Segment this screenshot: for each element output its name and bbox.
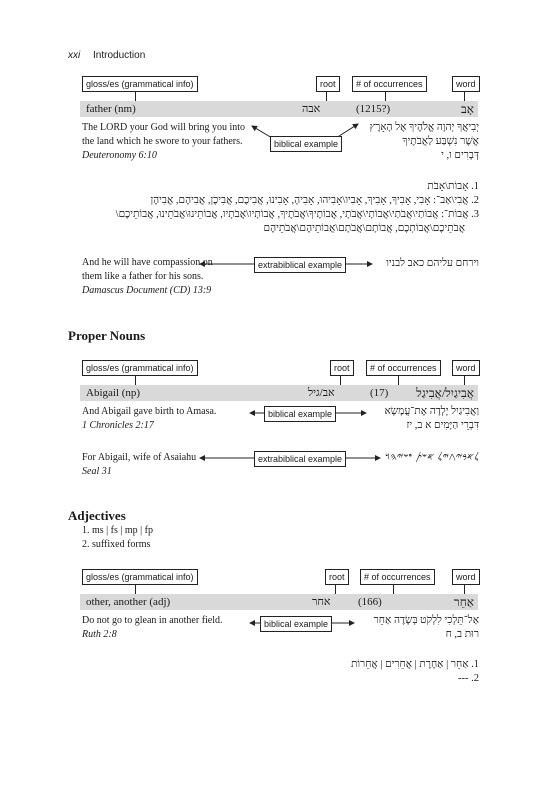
word-label: word [452, 569, 480, 585]
running-title: Introduction [93, 50, 146, 61]
hebrew-example: יְבִיאֲךָ יְהוָה אֱלֹהֶיךָ אֶל הָאָרֶץ אֲשֶׁר נִשְׁבַּע לַאֲבֹתֶיךָ דְּבָרִים ו, י [369, 122, 479, 161]
occurrences-label: # of occurrences [360, 569, 435, 585]
extrabiblical-example-label: extrabiblical example [254, 451, 346, 467]
gloss-text: father (nm) [86, 103, 136, 115]
hebrew-example: אַל־תֵּלְכִי לִלְקֹט בְּשָׂדֶה אַחֵר רוּת ב, ח [373, 615, 479, 640]
list-item: 1. אָבוֹת\אָבֹת [427, 181, 479, 192]
list-item: 2. אֲבִי\אַב־: אָבִי, אָבִיךָ, אָבִיךְ, אָבִיו\אָבִיהוּ, אָבִיהָ, אָבִינוּ, אֲבִיכֶם, אֲבִיכֶן, אֲבִיהֶם, אֲבִיהֶן [150, 195, 479, 206]
biblical-example-label: biblical example [270, 136, 342, 152]
word-label: word [452, 76, 480, 92]
word-label: word [452, 360, 480, 376]
extrabiblical-english: For Abigail, wife of Asaiahu Seal 31 [82, 452, 197, 477]
gloss-label: gloss/es (grammatical info) [82, 569, 198, 585]
occurrences-text: (17) [370, 387, 389, 399]
gloss-text: Abigail (np) [86, 387, 141, 399]
root-label: root [325, 569, 349, 585]
citation: Seal 31 [82, 466, 112, 477]
page-number: xxi [68, 50, 81, 61]
gloss-text: other, another (adj) [86, 596, 171, 608]
root-text: אבה [302, 103, 321, 115]
occurrences-text: (1215?) [356, 103, 391, 115]
word-text: אֲבִיגַיִל/אֲבִיגַל [416, 386, 474, 400]
list-item: אֲבֹתֵיכֶם\אֲבוֹתְכֶם, אֲבוֹתָם\אֲבֹתָם\אֲבוֹתֵיהֶם\אֲבֹתֵיהֶם [263, 223, 465, 234]
root-label: root [316, 76, 340, 92]
root-text: אחר [312, 596, 331, 608]
hebrew-example: וַאֲבִיגַיִל יָלְדָה אֶת־עֲמָשָׂא דִּבְרֵי הַיָּמִים א ב, יז [384, 406, 479, 431]
word-text: אַחֵר [453, 595, 474, 609]
list-item: 2. --- [458, 673, 479, 684]
citation: Ruth 2:8 [82, 629, 117, 640]
english-example: And Abigail gave birth to Amasa. 1 Chronicles 2:17 [82, 406, 217, 431]
occurrences-label: # of occurrences [352, 76, 427, 92]
gloss-label: gloss/es (grammatical info) [82, 360, 198, 376]
english-example: Do not go to glean in another field. Ruth 2:8 [82, 615, 223, 640]
occurrences-label: # of occurrences [366, 360, 441, 376]
biblical-example-label: biblical example [264, 406, 336, 422]
gloss-label: gloss/es (grammatical info) [82, 76, 198, 92]
citation: 1 Chronicles 2:17 [82, 420, 154, 431]
section-heading: Proper Nouns [68, 328, 146, 343]
root-text: אב/גיל [308, 387, 335, 399]
list-item: 3. אֲבוֹת־: אֲבוֹתַי\אֲבֹתַי\אֲבוֹתָי\אֲבֹתָי, אֲבוֹתֶיךָ\אֲבֹתֶיךָ, אֲבוֹתָיו\אֲבֹתָיו, אֲבוֹתֵינוּ\אֲבֹתֵינוּ, אֲבוֹתֵיכֶם\ [115, 209, 479, 220]
list-item: 1. אַחֵר | אַחֶרֶת | אֲחֵרִים | אֲחֵרוֹת [350, 659, 479, 670]
root-label: root [330, 360, 354, 376]
paleo-hebrew-inscription: 𐤋𐤀𐤁𐤉𐤂𐤉𐤋 𐤀𐤔𐤕 𐤏𐤔𐤉𐤄𐤅 [385, 452, 479, 463]
biblical-example-label: biblical example [260, 616, 332, 632]
extrabiblical-example-label: extrabiblical example [254, 257, 346, 273]
occurrences-text: (166) [358, 596, 382, 608]
citation: Deuteronomy 6:10 [82, 150, 157, 161]
english-example: The LORD your God will bring you into the land which he swore to your fathers. Deuteronomy 6:10 [82, 122, 246, 161]
extrabiblical-english: And he will have compassion on them like a father for his sons. Damascus Document (CD) 13:9 [82, 257, 213, 296]
citation: Damascus Document (CD) 13:9 [82, 285, 212, 296]
word-text: אָב [461, 102, 474, 116]
list-item: 2. suffixed forms [82, 539, 151, 550]
arrow-left [252, 126, 272, 138]
extrabiblical-hebrew: וירחם עליהם כאב לבניו [386, 258, 479, 269]
section-heading: Adjectives [68, 508, 126, 523]
list-item: 1. ms | fs | mp | fp [82, 525, 154, 536]
